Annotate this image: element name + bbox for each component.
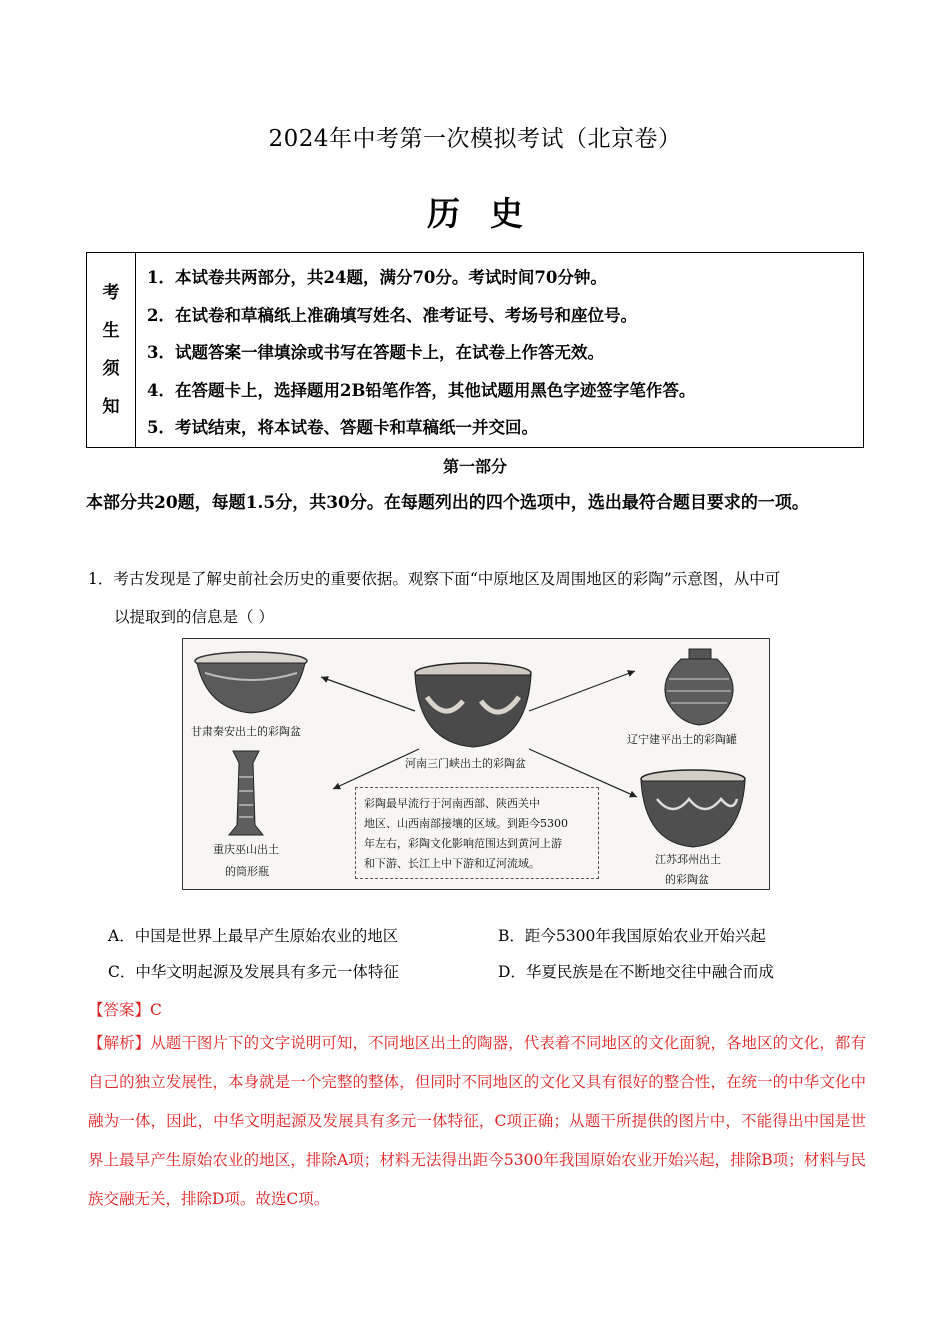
- figure-description-line: 地区、山西南部接壤的区域。到距今5300: [364, 817, 568, 830]
- notice-items: [147, 259, 857, 447]
- notice-label: [87, 253, 136, 447]
- part-heading: 第一部分: [442, 457, 507, 476]
- notice-item: 2．在试卷和草稿纸上准确填写姓名、准考证号、考场号和座位号。: [147, 305, 637, 325]
- henan-basin-icon: [415, 663, 531, 747]
- figure-description-box: [355, 787, 599, 879]
- question-1-options: [108, 924, 868, 996]
- caption-jiangsu: 的彩陶盆: [665, 873, 709, 886]
- option-d: D．华夏民族是在不断地交往中融合而成: [498, 963, 774, 981]
- subject-title: 历史: [427, 194, 553, 233]
- notice-item: 4．在答题卡上，选择题用2B铅笔作答，其他试题用黑色字迹签字笔作答。: [147, 380, 696, 400]
- option-c: C．中华文明起源及发展具有多元一体特征: [108, 963, 399, 981]
- exam-title: 2024年中考第一次模拟考试（北京卷）: [268, 126, 682, 152]
- chongqing-vase-icon: [229, 751, 263, 835]
- part-description: 本部分共20题，每题1.5分，共30分。在每题列出的四个选项中，选出最符合题目要求的一项。: [86, 493, 809, 513]
- gansu-basin-icon: [195, 652, 307, 713]
- analysis: 【解析】从题干图片下的文字说明可知，不同地区出土的陶器，代表着不同地区的文化面貌，各地区的文化，都有自己的独立发展性，本身就是一个完整的整体，但同时不同地区的文化又具有很好的整合性，在统一的中华文化中融为一体，因此，中华文明起源及发展具有多元一体特征，C项正确；从题干所提供的图片中，不能得出中国是世界上最早产生原始农业的地区，排除A项；材料无法得出距今5300年我国原始农业开始兴起，排除B项；材料与民族交融无关，排除D项。故选C项。: [88, 1034, 866, 1208]
- notice-label-char: 须: [102, 359, 120, 379]
- notice-label-char: 生: [102, 321, 120, 341]
- notice-item: 1．本试卷共两部分，共24题，满分70分。考试时间70分钟。: [147, 268, 607, 287]
- option-b: B．距今5300年我国原始农业开始兴起: [498, 927, 766, 945]
- figure-description-line: 彩陶最早流行于河南西部、陕西关中: [364, 797, 540, 810]
- figure-description-line: 年左右，彩陶文化影响范围达到黄河上游: [364, 837, 562, 850]
- jiangsu-basin-icon: [641, 770, 745, 847]
- caption-jiangsu: 江苏邳州出土: [655, 853, 721, 866]
- answer: 【答案】C: [88, 1001, 162, 1019]
- notice-item: 5．考试结束，将本试卷、答题卡和草稿纸一并交回。: [147, 418, 538, 437]
- question-stem-line: 以提取到的信息是（ ）: [114, 608, 274, 626]
- painted-pottery-figure: [182, 638, 770, 890]
- notice-label-char: 知: [102, 397, 120, 417]
- notice-item: 3．试题答案一律填涂或书写在答题卡上，在试卷上作答无效。: [147, 343, 604, 362]
- caption-gansu: 甘肃秦安出土的彩陶盆: [191, 725, 301, 738]
- question-stem-line: 1．考古发现是了解史前社会历史的重要依据。观察下面“中原地区及周围地区的彩陶”示意图，从中可: [88, 570, 781, 588]
- caption-liaoning: 辽宁建平出土的彩陶罐: [627, 733, 737, 746]
- caption-henan: 河南三门峡出土的彩陶盆: [405, 757, 526, 770]
- candidate-notice-box: [86, 252, 864, 448]
- liaoning-jar-icon: [665, 649, 733, 725]
- notice-label-char: 考: [102, 283, 120, 303]
- caption-chongqing: 的筒形瓶: [225, 865, 269, 878]
- option-a: A．中国是世界上最早产生原始农业的地区: [108, 927, 399, 945]
- figure-description-line: 和下游、长江上中下游和辽河流域。: [364, 857, 540, 870]
- question-1-stem: [88, 560, 864, 636]
- caption-chongqing: 重庆巫山出土: [213, 843, 279, 856]
